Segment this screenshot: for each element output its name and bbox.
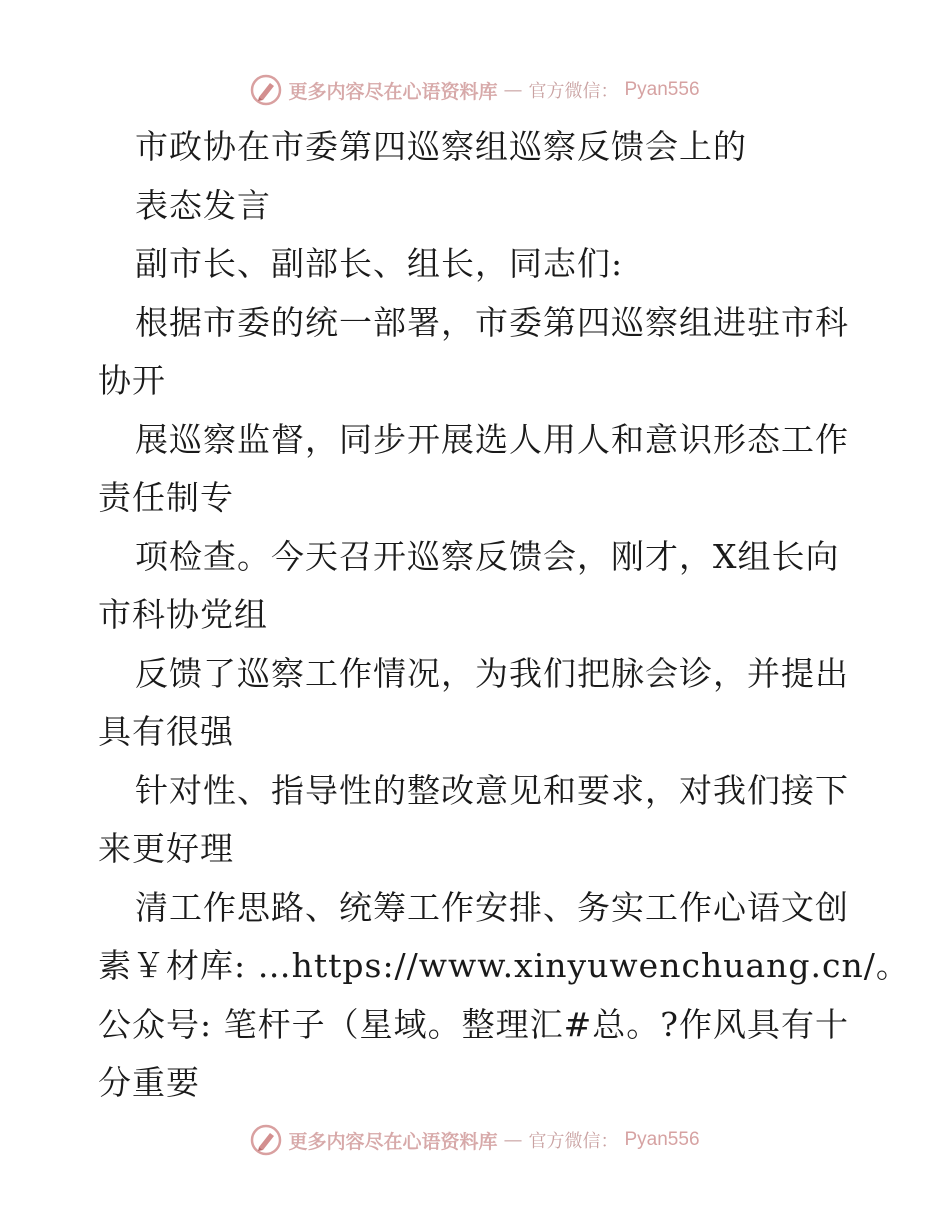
- text-line: 具有很强: [98, 712, 234, 751]
- text-line: 责任制专: [98, 478, 234, 517]
- watermark-dash: —: [503, 79, 523, 101]
- text-line: 副市长、副部长、组长，同志们:: [135, 244, 624, 283]
- text-line: 分重要: [98, 1063, 200, 1102]
- watermark-label: 官方微信：: [528, 1131, 619, 1152]
- pen-logo-icon: [250, 1124, 282, 1156]
- text-line: 项检查。今天召开巡察反馈会，刚才，X组长向: [135, 536, 840, 576]
- text-line: 市政协在市委第四巡察组巡察反馈会上的: [135, 127, 747, 166]
- text-line: 清工作思路、统筹工作安排、务实工作心语文创: [135, 887, 849, 927]
- watermark-wechat-id: Pyan556: [624, 79, 700, 100]
- text-line: 公众号: 笔杆子（星域。整理汇#总。?作风具有十: [98, 1004, 849, 1044]
- pen-logo-icon: [250, 74, 282, 106]
- text-line: 针对性、指导性的整改意见和要求，对我们接下: [135, 770, 849, 810]
- header-watermark: [0, 70, 950, 110]
- text-line: 根据市委的统一部署，市委第四巡察组进驻市科: [135, 302, 849, 342]
- watermark-text: 更多内容尽在心语资料库: [288, 1130, 498, 1153]
- text-line: 市科协党组: [98, 595, 268, 634]
- text-line: 素￥材库: …https://www.xinyuwenchuang.cn/。: [98, 946, 910, 985]
- watermark-label: 官方微信：: [528, 81, 619, 102]
- watermark-wechat-id: Pyan556: [624, 1129, 700, 1150]
- text-line: 反馈了巡察工作情况，为我们把脉会诊，并提出: [135, 653, 849, 693]
- text-line: 展巡察监督，同步开展选人用人和意识形态工作: [135, 419, 849, 459]
- document-body: [98, 118, 910, 1113]
- text-line: 协开: [98, 361, 166, 400]
- text-line: 来更好理: [98, 829, 234, 868]
- footer-watermark: [0, 1120, 950, 1160]
- text-line: 表态发言: [135, 185, 271, 225]
- watermark-text: 更多内容尽在心语资料库: [288, 80, 498, 103]
- watermark-dash: —: [503, 1129, 523, 1151]
